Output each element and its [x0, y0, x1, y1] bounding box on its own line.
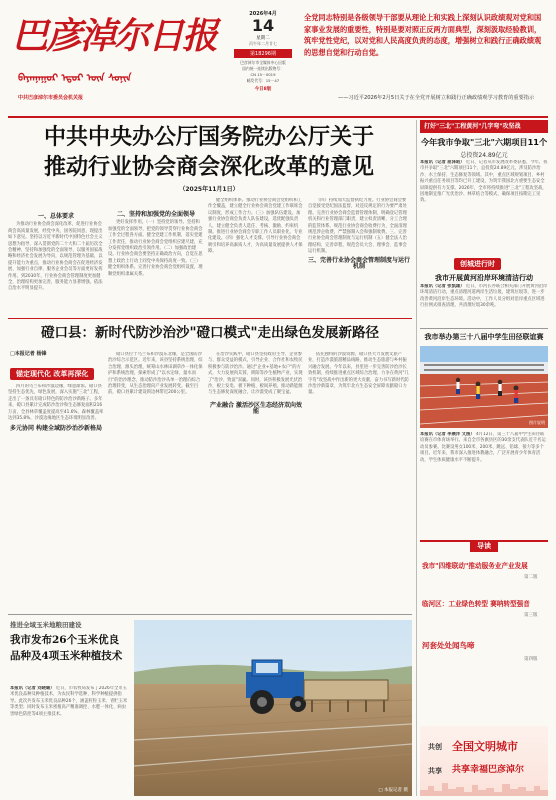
lead-col-3-text: 健全组织体系。推动行业协会商会党组织和工作全覆盖，建立健全行业协会商会党建工作联席会议制度，形成工作合力。（三）加强队伍建设。加强行业协会商会负责人队伍建设，选优配强负责人，建立健全负责人选任、考核、激励、约束机制。推进行业协会商会专职工作人员职业化、专业化建设。（四）强化人才支撑。引导行业协会商会吸引和培养高素质人才，为高质量发展提供人才保障。 — [208, 198, 303, 255]
banner-line-2: 共享幸福巴彦淖尔 — [452, 765, 525, 775]
issue-license-3: CN 15－0019 — [250, 72, 276, 77]
masthead — [0, 0, 224, 112]
masthead-rule — [8, 116, 548, 118]
guide-page-3: 第四版 — [524, 657, 538, 662]
issue-box — [230, 10, 296, 114]
right-head-1: 今年我市争取"三北"六期项目11个 — [420, 137, 548, 147]
civilized-city-banner — [420, 726, 548, 796]
guide-page-2: 第三版 — [524, 613, 538, 618]
masthead-mongolian: ᠪᠠᠶᠠᠨᠨᠠᠭᠤᠷ ᠡᠳᠦᠷ ᠦᠨ ᠰᠣᠨᠢᠨ — [18, 73, 132, 84]
story2-body — [10, 686, 128, 796]
story2-byline: 本报讯（记者 刘晓璐） — [10, 686, 55, 691]
story1-title: 磴口县：新时代防沙治沙"磴口模式"走出绿色发展新路径 — [40, 325, 380, 341]
story1-col-4 — [308, 352, 410, 610]
story1-col-3-text: 在治沙实践中，磴口县坚持政府主导、企业参与、群众受益的模式，引导企业、合作社和农牧民积极参与防沙治沙。通过"企业+基地+农户"的方式，大力发展肉苁蓉、锁阳等沙生植物产业，实现了"治沙、致富"双赢。同时，该县积极发展光伏治沙，板上发电、板下种植、板间养殖，推动新能源与生态修复深度融合，让沙漠变成了聚宝盆。 — [208, 352, 303, 396]
story2-kicker: 推进全域玉米地粮田建设 — [10, 621, 82, 629]
track-photo — [420, 346, 548, 428]
banner-prefix-2: 共享 — [428, 767, 442, 775]
lead-col-1 — [8, 198, 104, 316]
issue-month: 2026年4月 — [249, 11, 277, 17]
story1-sub-1: 多元协同 构建全域防沙治沙新格局 — [9, 425, 103, 433]
story1-col-3 — [208, 352, 304, 610]
issue-pages: 今日8版 — [254, 87, 272, 92]
story1-col-2 — [108, 352, 204, 610]
issue-number: 第18296期 — [234, 49, 292, 58]
guide-page-1: 第二版 — [524, 575, 538, 580]
lead-col-2 — [108, 198, 204, 316]
banner-line-1: 全国文明城市 — [452, 740, 518, 753]
lead-title-1: 中共中央办公厅国务院办公厅关于 — [43, 124, 374, 150]
right-body-1: 近日，记者从市发展改革委获悉，今年，我市共争取"三北"六期项目11个，总投资24.89亿元，涉及防沙治沙、水土保持、生态修复等领域。其中，重点区域规划项目、乡村振兴重点任务项目等均已开工建设，为筑牢我国北方重要生态安全屏障提供有力支撑。2026年，全市将持续推进"三北"工程攻坚战，因地制宜推广光伏治沙、林草结合等模式，确保项目按期完工见效。 — [420, 160, 548, 204]
story1-tag: 锚定现代化 改革再深化 — [10, 368, 94, 380]
city-skyline-icon — [420, 780, 548, 796]
lead-section-3: 三、完善行业协会商会管理制度与运行机制 — [308, 256, 410, 271]
right-story-1 — [420, 160, 548, 254]
track-photo-image — [420, 346, 548, 428]
story1-rule — [8, 614, 412, 615]
lead-date: （2025年11月1日） — [179, 186, 239, 193]
right-byline-2: 本报讯（记者 张凯雄） — [420, 284, 465, 289]
issue-day: 14 — [251, 16, 275, 35]
story1-sub-2: 产业融合 激活沙区生态经济双向效能 — [209, 401, 303, 416]
lead-col-1-text: 为推动行业协会商会深化改革，促进行业协会商会高质量发展，经党中央、国务院同意，现提出如下意见。坚持以习近平新时代中国特色社会主义思想为指导，深入贯彻党的二十大和二十届历次全会精神，坚持和加强党的全面领导，以服务国家战略和经济社会发展为导向，以规范管理为基础，以提升能力为重点，推动行业协会商会在促进经济发展、加强行业自律、服务企业会员等方面更好发挥作用。到2030年，行业协会商会管理制度更加健全，治理结构更加完善，服务能力显著增强，依法自治水平明显提升。 — [8, 222, 103, 292]
right-byline-1: 本报讯（记者 屈泽昭） — [420, 160, 465, 165]
guide-title: 导读 — [470, 541, 498, 552]
lead-section-1: 一、总体要求 — [37, 213, 74, 220]
right-byline-3: 本报讯（记者 李晨洋 文图） — [420, 432, 475, 437]
story1-col-4-text: 依托独特的沙漠资源，磴口县大力发展文旅产业，打造沙漠旅游精品线路，推动生态旅游与乡村振兴融合发展。今年以来，县里进一步完善防沙治沙长效机制，持续推进重点区域综合治理，力争在黄河"几字弯"攻坚战中作出新的更大贡献，奋力书写新时代防沙治沙新篇章，为筑牢北方生态安全屏障贡献磴口力量。 — [308, 352, 409, 396]
farm-photo-image — [134, 620, 412, 796]
issue-license-1: 巴彦淖尔市全媒体中心出版 — [240, 60, 286, 65]
lead-rule — [8, 318, 412, 319]
guide-item-1[interactable]: 我市"四维联动"推动服务业产业发展 — [422, 562, 528, 570]
masthead-title: 巴彦淖尔日报 — [12, 15, 217, 57]
masthead-publisher: 中共巴彦淖尔市委员会机关报 — [18, 95, 84, 101]
story1-col-2-text: 磴口县位于乌兰布和沙漠东北缘，是全国防沙治沙综合示范区。近年来，该县坚持系统治理、综合治理、源头治理，统筹山水林田湖草沙一体化保护和系统治理，探索形成了"以水定绿、量水而行"的治沙理念，推动防沙治沙从单一治理向综合治理转变，从生态治理向产业发展转变。截至目前，磴口县累计建设锁边林带近200公里。 — [108, 352, 203, 396]
lead-col-4-text: （四）持续加大监督执纪力度。行业协会商会要自觉接受党纪国法监督，对违反规定的行为要严肃处理。完善行业协会商会监督管理体制，明确登记管理机关和行业管理部门职责，建立权责清晰、分工合理的监管体系。规范行业协会商会收费行为，全面清理规范涉企收费，严禁强制入会和强制收费。三、完善行业协会商会管理制度与运行机制（五）健全法人治理结构，完善章程，规范会员大会、理事会、监事会运行机制。 — [308, 198, 407, 255]
farm-photo-credit: □ 本报记者 摄 — [378, 788, 408, 793]
lead-col-2-text: 更好发挥作用。（一）坚持党的领导。坚持和加强党的全面领导，把党的领导贯穿行业协会商会工作全过程各方面。健全党建工作机制，落实党建工作责任，推动行业协会商会党组织应建尽建，充分发挥党组织政治引领作用。（二）加强政治建设。行业协会商会要坚持正确政治方向，自觉在思想上政治上行动上同党中央保持高度一致。（三）健全组织体系。完善行业协会商会党组织设置，理顺党组织隶属关系。 — [108, 220, 203, 277]
guide-item-3[interactable]: 河套处处闻鸟啼 — [422, 641, 475, 650]
farm-photo — [134, 620, 412, 796]
lead-title-2: 推动行业协会商会深化改革的意见 — [43, 154, 374, 180]
lead-col-3 — [208, 198, 304, 316]
quote-source: ——习近平2026年2月5日关于在全党开展树立和践行正确政绩观学习教育的重要指示 — [338, 95, 535, 101]
story2-text: 近日，市农牧局发布了2026年全市玉米优良品种及种植技术，为农民科学选种、科学种植提供指导。此次共发布玉米优良品种26个，涵盖籽粒玉米、青贮玉米等类型；同时发布玉米密植高产精准调控、水肥一体化、病虫害绿色防控等4项主推技术。 — [10, 686, 128, 717]
right-story-2 — [420, 284, 548, 326]
right-story-3 — [420, 432, 548, 536]
story2-title: 我市发布26个玉米优良品种及4项玉米种植技术 — [10, 634, 123, 662]
banner-prefix-1: 共创 — [428, 743, 442, 751]
right-head-2: 我市开展黄河沿岸环境清洁行动 — [435, 274, 533, 282]
right-topbar: 打好"三北"工程黄河"几字弯"攻坚战 — [420, 120, 548, 133]
quote-box — [304, 12, 548, 112]
right-head-1-sub: 总投资24.89亿元 — [460, 152, 508, 159]
right-body-3: 4月12日，第三十八届中学生田径联谊赛在市体育场举行。来自全市各旗县区的30余支代表队近千名运动员参赛。比赛设男女100米、200米、跳远、铅球、接力等多个项目。近年来，我市深入推进体教融合，广泛开展青少年体育活动，学生体质健康水平不断提升。 — [420, 432, 546, 463]
right-pill-creating-city: 创城进行时 — [454, 258, 501, 270]
issue-license-2: 国内统一连续出版物号： — [242, 66, 284, 71]
quote-text: 全党同志特别是各级领导干部要从理论上和实践上深刻认识政绩观对党和国家事业发展的重要性，特别是要对照正反两方面典型，深刻汲取经验教训，筑牢党性党纪，以对党和人民高度负责的态度，增强树立和践行正确政绩观的思想自觉和行动自觉。 — [304, 13, 542, 57]
guide-item-2[interactable]: 临河区：工业绿色转型 赛呐转型强音 — [422, 600, 530, 608]
right-body-2: 近日，市河长办联合相关部门开展黄河沿岸环境清洁行动，重点清理河道两岸生活垃圾、建筑垃圾等，进一步改善黄河沿岸生态环境。活动中，工作人员分组对沿岸重点区域进行拉网式排查清理，共清理垃圾30余吨。 — [420, 284, 548, 309]
lead-section-2: 二、坚持和加强党的全面领导 — [116, 211, 195, 218]
right-column-divider — [416, 120, 417, 796]
issue-weekday: 星期二 — [256, 36, 270, 41]
issue-lunar: 丙午年二月廿七 — [249, 41, 277, 46]
issue-license-4: 邮发代号：15－47 — [246, 78, 280, 83]
story1-col-1-text: 四月的乌兰布和沙漠边缘，绿意渐浓。磴口县坚持生态优先、绿色发展，深入实施"三北"工程，走出了一条具有磴口特色的防沙治沙新路子。多年来，磴口县累计完成防沙治沙和生态修复面积216万亩，全县林草覆盖度提高至41.6%，森林覆盖率达到35.8%，沙漠边缘地区生态环境明显改善。 — [8, 384, 104, 422]
right-rule-1 — [420, 328, 548, 329]
right-head-3: 我市举办第三十八届中学生田径联谊赛 — [424, 333, 544, 341]
story1-col-1 — [8, 384, 104, 610]
track-photo-credit: 图片说明 — [529, 420, 545, 425]
lead-col-4 — [308, 198, 410, 316]
story1-byline: □本报记者 杨锋 — [10, 351, 47, 357]
